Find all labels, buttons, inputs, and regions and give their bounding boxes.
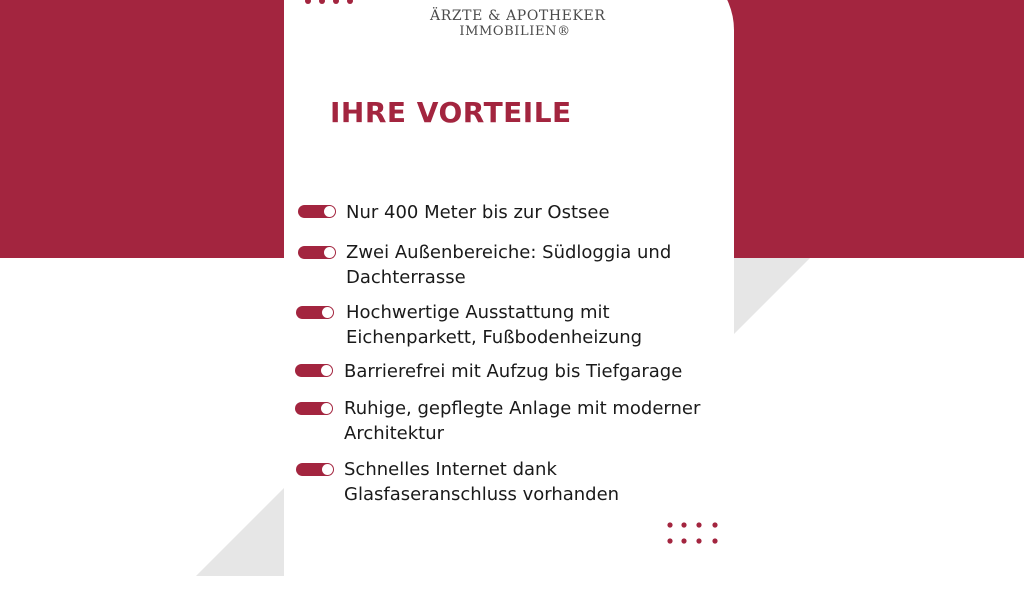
- toggle-on-icon: [298, 205, 336, 218]
- benefit-text-2: Zwei Außenbereiche: Südloggia und Dachterrasse: [346, 242, 672, 288]
- benefit-text-4: Barrierefrei mit Aufzug bis Tiefgarage: [344, 361, 683, 382]
- logo-text-line1: ÄRZTE & APOTHEKER: [430, 8, 606, 24]
- toggle-on-icon: [298, 246, 336, 259]
- benefit-text-1: Nur 400 Meter bis zur Ostsee: [346, 202, 610, 223]
- logo-text-line2: IMMOBILIEN®: [459, 24, 571, 39]
- gray-diagonal-shape-right: [734, 258, 810, 334]
- benefit-text-5: Ruhige, gepflegte Anlage mit moderner Architektur: [344, 398, 701, 444]
- toggle-on-icon: [295, 364, 333, 377]
- toggle-on-icon: [295, 402, 333, 415]
- benefit-text-6: Schnelles Internet dank Glasfaseranschluss vorhanden: [344, 459, 620, 505]
- top-dots-decoration: [302, 0, 362, 6]
- building-icon: [488, 0, 528, 2]
- benefit-text-3: Hochwertige Ausstattung mit Eichenparkett, Fußbodenheizung: [346, 302, 643, 348]
- toggle-on-icon: [296, 306, 334, 319]
- toggle-on-icon: [296, 463, 334, 476]
- section-heading: IHRE VORTEILE: [330, 96, 572, 129]
- dots-grid-decoration: [664, 520, 724, 546]
- brand-logo: [430, 0, 606, 42]
- gray-diagonal-shape-left: [196, 488, 284, 576]
